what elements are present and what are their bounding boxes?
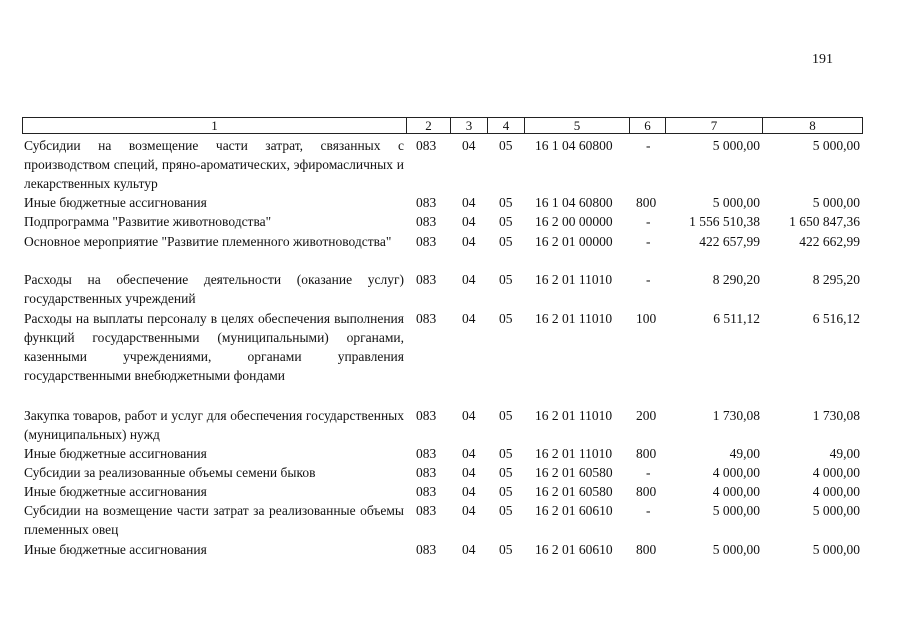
row-6-c7: 6 511,12 (713, 311, 760, 326)
row-11-c2: 083 (416, 503, 437, 518)
header-col-2: 2 (406, 117, 450, 134)
row-9-c5: 16 2 01 60580 (535, 465, 613, 480)
row-9-c8: 4 000,00 (812, 465, 860, 480)
row-4-c2: 083 (416, 234, 437, 249)
row-3-c8: 1 650 847,36 (789, 214, 860, 229)
row-3-c5: 16 2 00 00000 (535, 214, 613, 229)
row-4-c5: 16 2 01 00000 (535, 234, 613, 249)
row-2-description: Иные бюджетные ассигнования (24, 195, 207, 210)
header-col-7: 7 (665, 117, 762, 134)
row-5-c7: 8 290,20 (712, 272, 760, 287)
row-2-c7: 5 000,00 (712, 195, 760, 210)
row-12-c6: 800 (636, 542, 657, 557)
row-5-c3: 04 (462, 272, 476, 287)
row-9-c6: - (646, 465, 651, 480)
row-9-c3: 04 (462, 465, 476, 480)
row-11-c8: 5 000,00 (812, 503, 860, 518)
row-8-c7: 49,00 (729, 446, 760, 461)
row-4-c8: 422 662,99 (799, 234, 860, 249)
header-col-3: 3 (450, 117, 487, 134)
row-7-c6: 200 (636, 408, 657, 423)
row-3-c7: 1 556 510,38 (689, 214, 760, 229)
row-10-c4: 05 (499, 484, 513, 499)
row-6-c6: 100 (636, 311, 657, 326)
row-5-c6: - (646, 272, 651, 287)
row-10-description: Иные бюджетные ассигнования (24, 484, 207, 499)
row-7-c8: 1 730,08 (812, 408, 860, 423)
row-3-c6: - (646, 214, 651, 229)
row-9-c4: 05 (499, 465, 513, 480)
row-11-c4: 05 (499, 503, 513, 518)
row-10-c5: 16 2 01 60580 (535, 484, 613, 499)
row-1-c2: 083 (416, 138, 437, 153)
row-2-c5: 16 1 04 60800 (535, 195, 613, 210)
row-6-c8: 6 516,12 (812, 311, 860, 326)
row-1-c8: 5 000,00 (812, 138, 860, 153)
row-5-description: Расходы на обеспечение деятельности (оказание услуг) государственных учреждений (24, 272, 404, 306)
row-11-c7: 5 000,00 (712, 503, 760, 518)
row-1-c4: 05 (499, 138, 513, 153)
header-col-6: 6 (629, 117, 665, 134)
row-4-c7: 422 657,99 (699, 234, 760, 249)
row-8-c3: 04 (462, 446, 476, 461)
row-4-c3: 04 (462, 234, 476, 249)
row-8-c6: 800 (636, 446, 657, 461)
row-2-c6: 800 (636, 195, 657, 210)
row-10-c3: 04 (462, 484, 476, 499)
row-4-c4: 05 (499, 234, 513, 249)
page-number: 191 (812, 52, 833, 67)
row-7-c4: 05 (499, 408, 513, 423)
row-9-c7: 4 000,00 (712, 465, 760, 480)
row-2-c2: 083 (416, 195, 437, 210)
header-col-1: 1 (22, 117, 406, 134)
row-12-c7: 5 000,00 (712, 542, 760, 557)
row-6-c2: 083 (416, 311, 437, 326)
row-6-c3: 04 (462, 311, 476, 326)
row-8-c8: 49,00 (829, 446, 860, 461)
row-11-description: Субсидии на возмещение части затрат за реализованные объемы племенных овец (24, 503, 404, 537)
row-6-description: Расходы на выплаты персоналу в целях обеспечения выполнения функций государственными (муниципальными) органами, казенными учреждениями, органами управления государственными внебюджетными фондами (24, 311, 404, 383)
row-10-c8: 4 000,00 (812, 484, 860, 499)
row-11-c6: - (646, 503, 651, 518)
row-9-description: Субсидии за реализованные объемы семени быков (24, 465, 316, 480)
row-3-c3: 04 (462, 214, 476, 229)
row-2-c8: 5 000,00 (812, 195, 860, 210)
row-1-description: Субсидии на возмещение части затрат, связанных с производством специй, пряно-ароматических, эфиромасличных и лекарственных культур (24, 138, 404, 191)
row-6-c4: 05 (499, 311, 513, 326)
row-1-c5: 16 1 04 60800 (535, 138, 613, 153)
row-10-c6: 800 (636, 484, 657, 499)
row-8-description: Иные бюджетные ассигнования (24, 446, 207, 461)
row-4-description: Основное мероприятие "Развитие племенного животноводства" (24, 234, 392, 249)
row-5-c8: 8 295,20 (812, 272, 860, 287)
row-8-c2: 083 (416, 446, 437, 461)
row-7-description: Закупка товаров, работ и услуг для обеспечения государственных (муниципальных) нужд (24, 408, 404, 442)
row-1-c6: - (646, 138, 651, 153)
row-5-c4: 05 (499, 272, 513, 287)
row-5-c2: 083 (416, 272, 437, 287)
row-7-c3: 04 (462, 408, 476, 423)
row-9-c2: 083 (416, 465, 437, 480)
row-12-c3: 04 (462, 542, 476, 557)
row-2-c3: 04 (462, 195, 476, 210)
header-col-8: 8 (762, 117, 863, 134)
row-7-c5: 16 2 01 11010 (535, 408, 613, 423)
row-12-c8: 5 000,00 (812, 542, 860, 557)
row-1-c3: 04 (462, 138, 476, 153)
row-3-c2: 083 (416, 214, 437, 229)
row-7-c2: 083 (416, 408, 437, 423)
row-2-c4: 05 (499, 195, 513, 210)
row-3-c4: 05 (499, 214, 513, 229)
row-12-description: Иные бюджетные ассигнования (24, 542, 207, 557)
row-11-c3: 04 (462, 503, 476, 518)
row-10-c2: 083 (416, 484, 437, 499)
row-8-c5: 16 2 01 11010 (535, 446, 613, 461)
row-1-c7: 5 000,00 (712, 138, 760, 153)
row-8-c4: 05 (499, 446, 513, 461)
row-3-description: Подпрограмма "Развитие животноводства" (24, 214, 272, 229)
row-7-c7: 1 730,08 (712, 408, 760, 423)
row-4-c6: - (646, 234, 651, 249)
row-6-c5: 16 2 01 11010 (535, 311, 613, 326)
row-12-c4: 05 (499, 542, 513, 557)
header-col-4: 4 (487, 117, 524, 134)
row-11-c5: 16 2 01 60610 (535, 503, 613, 518)
row-12-c5: 16 2 01 60610 (535, 542, 613, 557)
header-col-5: 5 (524, 117, 629, 134)
row-12-c2: 083 (416, 542, 437, 557)
row-10-c7: 4 000,00 (712, 484, 760, 499)
row-5-c5: 16 2 01 11010 (535, 272, 613, 287)
